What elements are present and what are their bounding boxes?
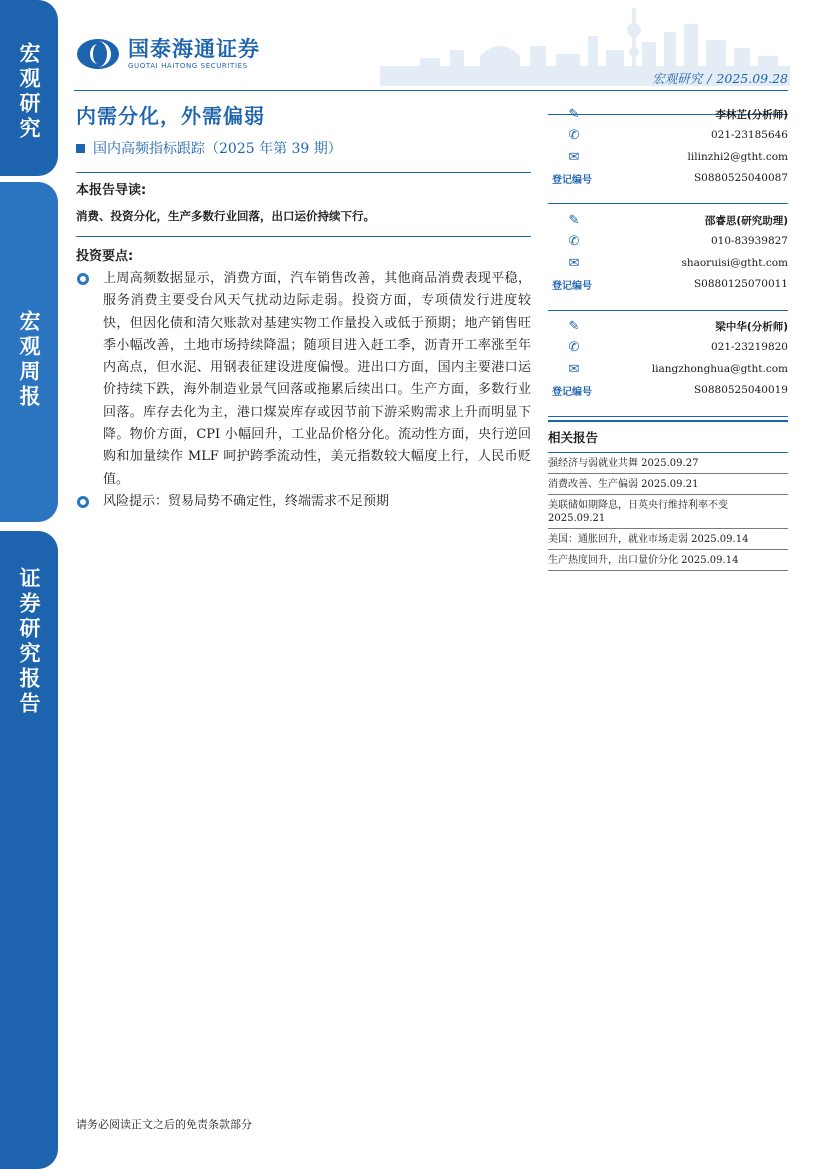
analyst-name: 梁中华(分析师)	[715, 320, 788, 333]
logo-name-cn: 国泰海通证券	[128, 37, 260, 61]
related-reports	[548, 420, 788, 571]
side-tab-macro-research	[0, 0, 58, 176]
analyst-divider	[548, 416, 788, 417]
report-subtitle	[76, 138, 342, 158]
mail-icon: ✉	[568, 149, 580, 165]
registration-number: S0880525040087	[693, 172, 788, 184]
section-divider	[76, 236, 531, 237]
analyst-card	[548, 313, 788, 417]
registration-number: S0880125070011	[693, 278, 788, 290]
analyst-phone: 010-83939827	[710, 235, 788, 247]
company-logo	[76, 38, 260, 70]
pen-icon: ✎	[568, 212, 580, 228]
analyst-card	[548, 100, 788, 204]
side-tab-label: 宏观研究	[17, 42, 41, 142]
report-category-date	[652, 69, 788, 87]
guide-text: 消费、投资分化，生产多数行业回落，出口运价持续下行。	[76, 209, 375, 223]
side-tab-label: 宏观周报	[17, 310, 41, 410]
analyst-phone: 021-23185646	[710, 129, 788, 141]
analyst-phone: 021-23219820	[710, 341, 788, 353]
registration-label: 登记编号	[552, 174, 592, 186]
related-report-link[interactable]: 美国：通胀回升，就业市场走弱 2025.09.14	[548, 529, 788, 550]
registration-label: 登记编号	[552, 280, 592, 292]
analyst-email: lilinzhi2@gtht.com	[687, 151, 788, 163]
list-item	[76, 268, 531, 491]
guide-heading: 本报告导读:	[76, 183, 147, 198]
analyst-name: 邵睿思(研究助理)	[704, 214, 788, 227]
pen-icon: ✎	[568, 318, 580, 334]
report-date: 2025.09.28	[716, 71, 788, 86]
phone-icon: ✆	[568, 233, 580, 249]
header-separator: /	[707, 71, 712, 86]
registration-number: S0880525040019	[693, 384, 788, 396]
investment-points-heading: 投资要点:	[76, 249, 134, 264]
registration-label: 登记编号	[552, 386, 592, 398]
header-divider	[74, 90, 788, 91]
logo-name-en: GUOTAI HAITONG SECURITIES	[128, 62, 248, 70]
phone-icon: ✆	[568, 127, 580, 143]
list-item-text: 上周高频数据显示，消费方面，汽车销售改善，其他商品消费表现平稳，服务消费主要受台风天气扰动边际走弱。投资方面，专项债发行进度较快，但因化债和清欠账款对基建实物工作量投入或低于预期；地产销售旺季小幅改善，土地市场持续降温；随项目进入赶工季，沥青开工率涨至年内高点，但水泥、用钢表征建设进度偏慢。进出口方面，国内主要港口运价持续下跌，海外制造业景气回落或拖累后续出口。生产方面，多数行业回落。库存去化为主，港口煤炭库存或因节前下游采购需求上升而明显下降。物价方面，CPI 小幅回升，工业品价格分化。流动性方面，央行逆回购和加量续作 MLF 呵护跨季流动性，美元指数较大幅度上行，人民币贬值。	[103, 271, 531, 487]
side-tab-label: 证券研究报告	[17, 567, 41, 717]
investment-points-list	[76, 268, 531, 513]
side-tab-securities-report	[0, 531, 58, 1169]
disclaimer-footer: 请务必阅读正文之后的免责条款部分	[76, 1118, 252, 1131]
related-report-link[interactable]: 美联储如期降息，日英央行维持利率不变 2025.09.21	[548, 495, 788, 529]
square-bullet-icon	[76, 144, 85, 153]
report-title: 内需分化，外需偏弱	[76, 104, 265, 128]
list-item	[76, 491, 531, 513]
side-tab-macro-weekly	[0, 182, 58, 522]
pen-icon: ✎	[568, 106, 580, 122]
analyst-name: 李林芷(分析师)	[715, 108, 788, 121]
phone-icon: ✆	[568, 339, 580, 355]
analyst-card	[548, 207, 788, 311]
analyst-divider	[548, 310, 788, 311]
logo-mark-icon	[76, 38, 120, 70]
report-category: 宏观研究	[652, 71, 703, 86]
section-divider	[76, 172, 531, 173]
related-report-link[interactable]: 生产热度回升，出口量价分化 2025.09.14	[548, 550, 788, 571]
analyst-email: liangzhonghua@gtht.com	[651, 363, 788, 375]
circle-bullet-icon	[77, 273, 89, 285]
report-subtitle-text: 国内高频指标跟踪（2025 年第 39 期）	[93, 141, 342, 157]
mail-icon: ✉	[568, 361, 580, 377]
analyst-email: shaoruisi@gtht.com	[681, 257, 788, 269]
related-report-link[interactable]: 消费改善、生产偏弱 2025.09.21	[548, 474, 788, 495]
analyst-divider	[548, 203, 788, 204]
related-reports-heading: 相关报告	[548, 420, 788, 453]
list-item-text: 风险提示：贸易局势不确定性，终端需求不足预期	[103, 493, 390, 509]
circle-bullet-icon	[77, 496, 89, 508]
mail-icon: ✉	[568, 255, 580, 271]
related-report-link[interactable]: 强经济与弱就业共舞 2025.09.27	[548, 453, 788, 474]
